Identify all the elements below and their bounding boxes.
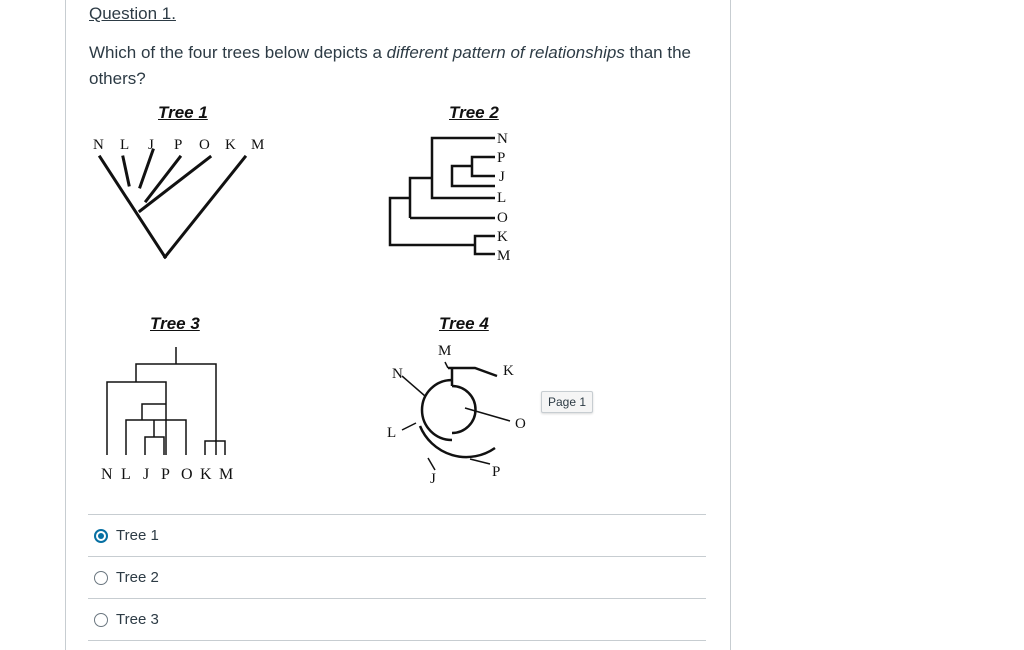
tree1-title: Tree 1	[158, 103, 208, 122]
tree2-branch	[390, 198, 475, 245]
choice-tree-2[interactable]	[88, 556, 706, 598]
tree4-branch	[428, 458, 435, 470]
tree4-label-o: O	[515, 416, 526, 432]
tree2-label-k: K	[497, 229, 508, 245]
page-indicator: Page 1	[541, 391, 593, 413]
tree2-title: Tree 2	[449, 103, 499, 122]
choice-label: Tree 3	[116, 611, 159, 628]
tree3-branch	[145, 437, 164, 455]
tree2-branch	[432, 138, 495, 198]
tree4-label-n: N	[392, 366, 403, 382]
choice-label: Tree 2	[116, 569, 159, 586]
tree1-label-o: O	[199, 137, 210, 153]
tree3-title: Tree 3	[150, 314, 200, 333]
choice-label: Tree 1	[116, 527, 159, 544]
tree2-branch	[475, 236, 495, 254]
tree1-branch	[140, 150, 153, 187]
tree3-label-l: L	[121, 466, 131, 483]
tree2-label-l: L	[497, 190, 507, 206]
tree2-label-n: N	[497, 131, 508, 147]
tree1-label-m: M	[251, 137, 265, 153]
tree4-branch	[445, 362, 448, 368]
tree2-branch	[410, 178, 432, 218]
tree1-branch	[100, 157, 165, 257]
tree3-branch	[142, 404, 166, 420]
radio-selected-icon[interactable]	[94, 529, 108, 543]
question-text-emphasis: different pattern of relationships	[386, 43, 625, 62]
tree4-label-j: J	[430, 471, 436, 487]
question-text	[89, 40, 719, 92]
tree4-branch	[465, 408, 510, 421]
tree3-label-m: M	[219, 466, 234, 483]
tree1-label-j: J	[148, 137, 154, 153]
tree1-label-n: N	[93, 137, 104, 153]
answer-choices	[88, 514, 706, 641]
tree2-label-m: M	[497, 248, 511, 264]
tree1-branch	[123, 157, 129, 185]
tree1-diagram	[85, 130, 280, 265]
choice-tree-1[interactable]	[88, 514, 706, 556]
tree3-label-o: O	[181, 466, 193, 483]
tree1-label-k: K	[225, 137, 236, 153]
tree4-label-p: P	[492, 464, 501, 480]
tree1-label-p: P	[174, 137, 183, 153]
tree3-branch	[107, 382, 166, 455]
tree2-label-p: P	[497, 150, 506, 166]
tree2-diagram	[385, 126, 520, 266]
tree3-branch	[205, 441, 225, 455]
tree4-label-m: M	[438, 343, 452, 359]
radio-icon[interactable]	[94, 571, 108, 585]
tree4-branch	[422, 380, 452, 440]
question-text-start: Which of the four trees below depicts a	[89, 43, 387, 62]
tree2-label-j: J	[499, 169, 505, 185]
tree4-label-l: L	[387, 425, 397, 441]
tree4-branch	[470, 459, 490, 464]
question-text-end: than the others?	[89, 43, 691, 88]
tree3-diagram	[95, 342, 245, 487]
tree3-branch	[136, 364, 216, 455]
tree4-title: Tree 4	[439, 314, 489, 333]
radio-icon[interactable]	[94, 613, 108, 627]
tree3-label-p: P	[161, 466, 170, 483]
tree4-branch	[402, 423, 416, 430]
tree1-branch	[165, 157, 245, 257]
tree3-label-n: N	[101, 466, 113, 483]
question-title: Question 1.	[89, 4, 176, 23]
choice-tree-3[interactable]	[88, 598, 706, 641]
tree4-label-k: K	[503, 363, 514, 379]
tree1-label-l: L	[120, 137, 130, 153]
tree4-diagram	[380, 338, 540, 488]
tree2-branch	[472, 157, 495, 176]
tree3-label-j: J	[143, 466, 150, 483]
tree4-branch	[402, 376, 425, 396]
tree2-label-o: O	[497, 210, 508, 226]
tree3-label-k: K	[200, 466, 212, 483]
tree4-branch	[448, 368, 497, 376]
